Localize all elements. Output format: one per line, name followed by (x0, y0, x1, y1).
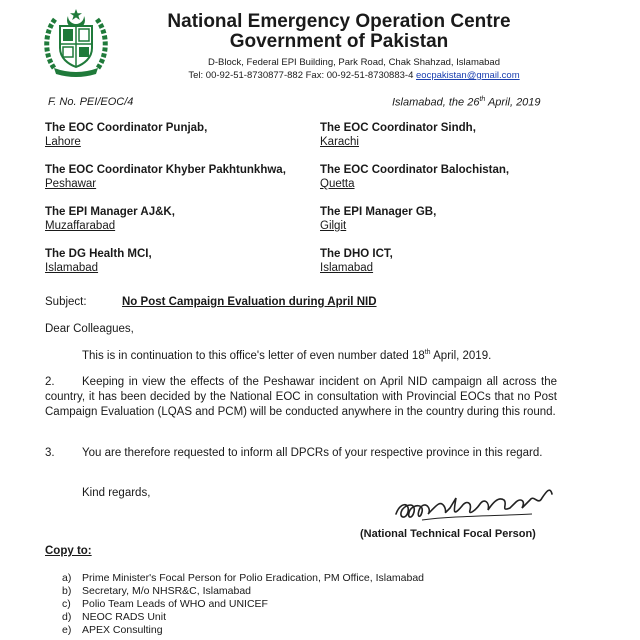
addressee-dg-health: The DG Health MCI, Islamabad (45, 248, 152, 274)
copy-item: b) Secretary, M/o NHSR&C, Islamabad (62, 585, 252, 597)
addressee-gb: The EPI Manager GB, Gilgit (320, 206, 437, 232)
copy-item: d) NEOC RADS Unit (62, 611, 167, 623)
letter-date: Islamabad, the 26th April, 2019 (392, 96, 541, 109)
addressee-balochistan: The EOC Coordinator Balochistan, Quetta (320, 164, 510, 190)
office-address: D-Block, Federal EPI Building, Park Road, Chak Shahzad, Islamabad (207, 57, 500, 68)
copy-item: c) Polio Team Leads of WHO and UNICEF (62, 598, 268, 610)
paragraph-3: 3. You are therefore requested to inform all DPCRs of your respective province in this regard. (45, 447, 543, 459)
addressee-kp: The EOC Coordinator Khyber Pakhtunkhwa, Peshawar (45, 164, 286, 190)
subject-text: No Post Campaign Evaluation during April NID (122, 296, 377, 308)
copy-item: a) Prime Minister's Focal Person for Polio Eradication, PM Office, Islamabad (62, 572, 425, 584)
closing: Kind regards, (82, 487, 151, 499)
signatory-title: (National Technical Focal Person) (360, 528, 536, 540)
addressee-ajk: The EPI Manager AJ&K, Muzaffarabad (45, 206, 175, 232)
file-number: F. No. PEI/EOC/4 (48, 96, 134, 108)
tel-fax: Tel: 00-92-51-8730877-882 Fax: 00-92-51-8730883-4 (188, 70, 416, 81)
government-name: Government of Pakistan (229, 31, 449, 52)
addressee-punjab: The EOC Coordinator Punjab, Lahore (45, 122, 208, 148)
contact-line (0, 70, 640, 81)
addressee-dho-ict: The DHO ICT, Islamabad (320, 248, 393, 274)
signature-image (392, 480, 562, 530)
addressee-sindh: The EOC Coordinator Sindh, Karachi (320, 122, 476, 148)
paragraph-2: 2. Keeping in view the effects of the Peshawar incident on April NID campaign all across the country, it has been decided by the National EOC in consultation with Provincial EOCs that no Post Campaign Evaluation (LQAS and PCM) will be conducted anywhere in the country during this round. (45, 376, 557, 418)
salutation: Dear Colleagues, (45, 323, 134, 335)
subject-label: Subject: (45, 296, 87, 308)
email-link[interactable]: eocpakistan@gmail.com (416, 70, 520, 81)
paragraph-1: This is in continuation to this office's letter of even number dated 18th April, 2019. (82, 349, 492, 362)
copy-item: e) APEX Consulting (62, 624, 163, 636)
organization-name: National Emergency Operation Centre (167, 11, 511, 32)
copy-to-heading: Copy to: (45, 545, 92, 557)
